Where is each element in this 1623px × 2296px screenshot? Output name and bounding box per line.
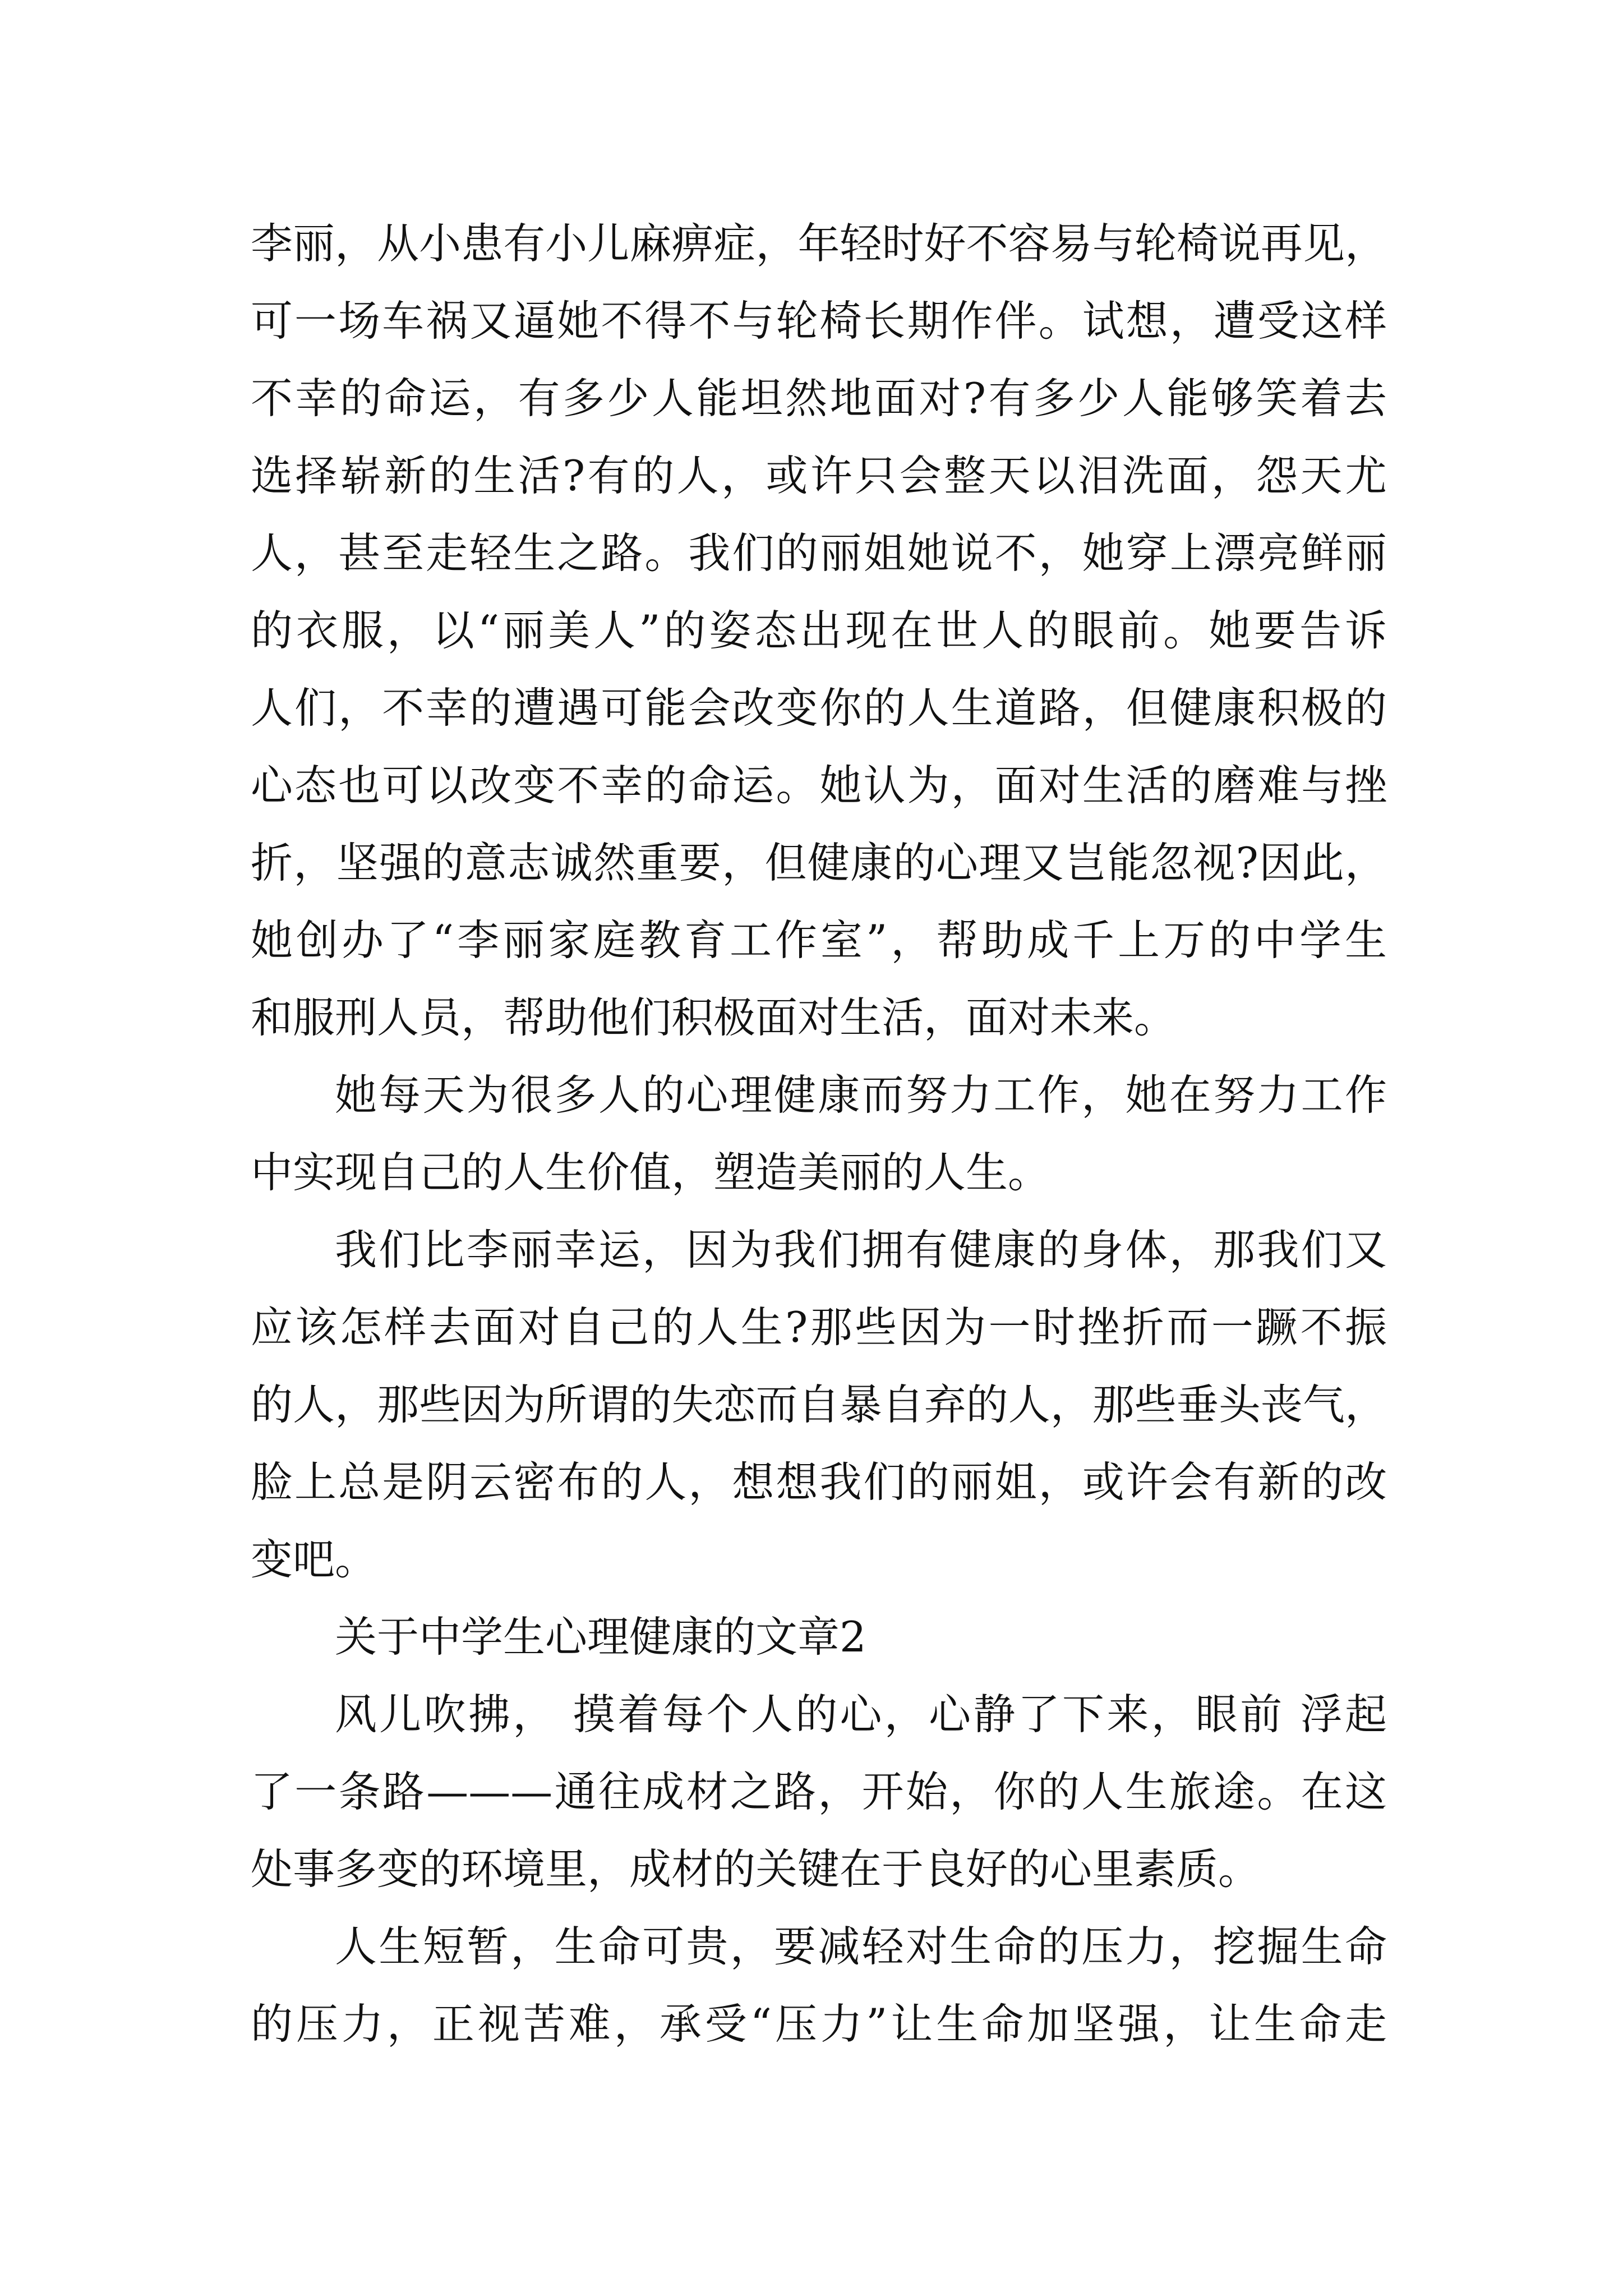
text-line: 李丽，从小患有小儿麻痹症，年轻时好不容易与轮椅说再见， xyxy=(251,219,1387,268)
text-line: 可一场车祸又逼她不得不与轮椅长期作伴。试想，遭受这样 xyxy=(251,296,1387,346)
section-heading-text: 关于中学生心理健康的文章2 xyxy=(335,1612,866,1662)
text-line: 我们比李丽幸运，因为我们拥有健康的身体，那我们又 xyxy=(335,1225,1387,1274)
text-line: 处事多变的环境里，成材的关键在于良好的心里素质。 xyxy=(251,1844,1261,1894)
paragraph xyxy=(251,1056,1387,1211)
paragraph xyxy=(251,205,1387,1056)
text-line: 风儿吹拂， 摸着每个人的心，心静了下来，眼前 浮起 xyxy=(335,1690,1387,1739)
text-line: 应该怎样去面对自己的人生?那些因为一时挫折而一蹶不振 xyxy=(251,1303,1387,1352)
text-line: 脸上总是阴云密布的人，想想我们的丽姐，或许会有新的改 xyxy=(251,1457,1387,1507)
text-line: 变吧。 xyxy=(251,1535,377,1584)
text-line: 人们，不幸的遭遇可能会改变你的人生道路，但健康积极的 xyxy=(251,683,1387,733)
text-line: 的人，那些因为所谓的失恋而自暴自弃的人，那些垂头丧气， xyxy=(251,1380,1387,1429)
section-heading xyxy=(251,1598,1387,1676)
text-line: 她创办了“李丽家庭教育工作室”，帮助成千上万的中学生 xyxy=(251,915,1387,965)
text-line: 不幸的命运，有多少人能坦然地面对?有多少人能够笑着去 xyxy=(251,374,1387,423)
text-line: 了一条路———通往成材之路，开始，你的人生旅途。在这 xyxy=(251,1767,1387,1816)
paragraph xyxy=(251,1211,1387,1598)
text-line: 她每天为很多人的心理健康而努力工作，她在努力工作 xyxy=(335,1070,1387,1120)
text-line: 和服刑人员，帮助他们积极面对生活，面对未来。 xyxy=(251,993,1177,1042)
paragraph xyxy=(251,1908,1387,2063)
text-line: 折，坚强的意志诚然重要，但健康的心理又岂能忽视?因此， xyxy=(251,838,1387,887)
text-line: 的衣服，以“丽美人”的姿态出现在世人的眼前。她要告诉 xyxy=(251,606,1387,655)
text-line: 心态也可以改变不幸的命运。她认为，面对生活的磨难与挫 xyxy=(251,761,1387,810)
text-line: 人生短暂，生命可贵，要减轻对生命的压力，挖掘生命 xyxy=(335,1922,1387,1971)
text-line: 选择崭新的生活?有的人，或许只会整天以泪洗面，怨天尤 xyxy=(251,451,1387,500)
article-body xyxy=(251,205,1387,2063)
text-line: 人，甚至走轻生之路。我们的丽姐她说不，她穿上漂亮鲜丽 xyxy=(251,528,1387,578)
paragraph xyxy=(251,1676,1387,1908)
text-line: 中实现自己的人生价值，塑造美丽的人生。 xyxy=(251,1148,1050,1197)
text-line: 的压力，正视苦难，承受“压力”让生命加坚强，让生命走 xyxy=(251,1999,1387,2049)
